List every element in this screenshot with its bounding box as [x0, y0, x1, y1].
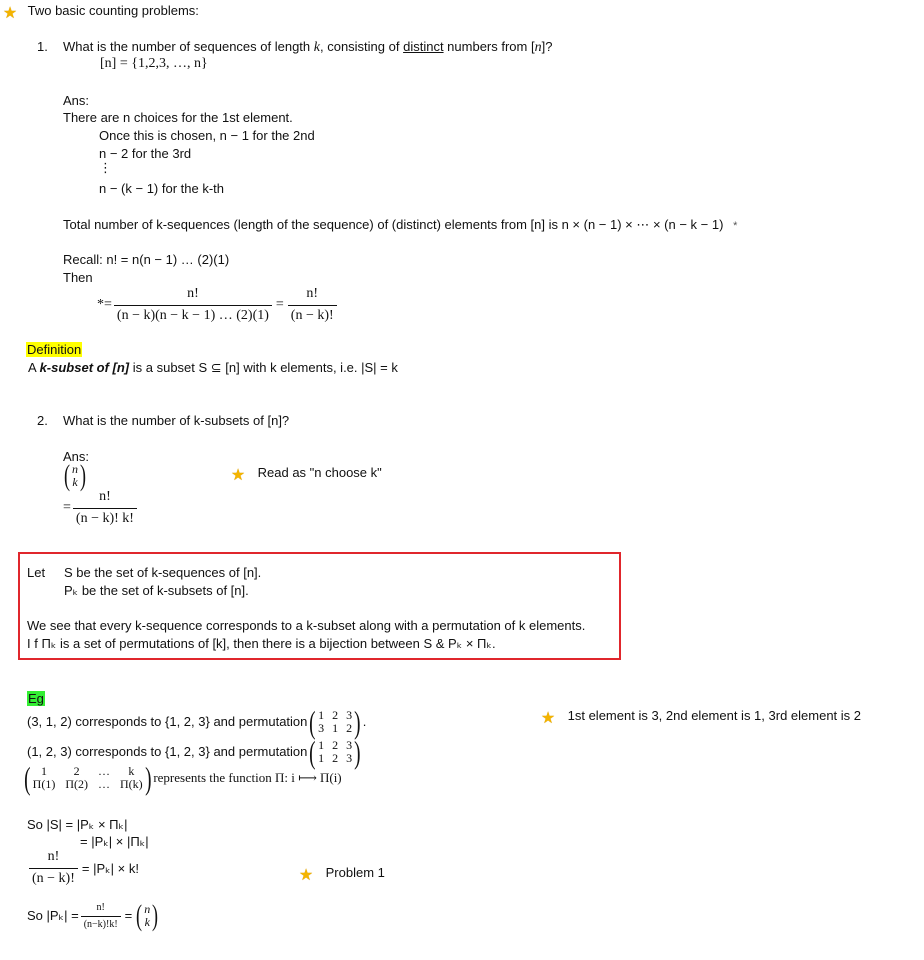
- conclusion-fraction: [29, 848, 78, 889]
- question-distinct-underlined: distinct: [403, 39, 444, 54]
- total-count-line: [63, 216, 737, 234]
- matrix-cell: k: [128, 764, 135, 778]
- question-text: What is the number of sequences of length: [63, 39, 314, 54]
- definition-text-a: A: [28, 360, 40, 375]
- box-line-2: Pₖ be the set of k-subsets of [n].: [64, 583, 249, 598]
- period: .: [362, 714, 367, 730]
- final-prefix: So |Pₖ| =: [27, 908, 79, 924]
- eg-row-2-text: (1, 2, 3) corresponds to {1, 2, 3} and permutation: [27, 744, 308, 760]
- question-text: , consisting of: [319, 39, 404, 54]
- star-icon: ★: [298, 867, 314, 884]
- read-as-text: Read as "n choose k": [257, 465, 382, 480]
- matrix-cell: 1: [332, 721, 339, 735]
- matrix-cell: 3: [346, 708, 353, 722]
- problem-2-answer-label: Ans:: [63, 449, 90, 464]
- box-line-1: S be the set of k-sequences of [n].: [64, 565, 262, 580]
- matrix-cell: 2: [332, 708, 339, 722]
- matrix-cell: 3: [346, 751, 353, 765]
- final-result: [27, 901, 160, 931]
- matrix-cell: 1: [318, 708, 325, 722]
- eg-row-1-text: (3, 1, 2) corresponds to {1, 2, 3} and permutation: [27, 714, 308, 730]
- left-paren: (: [309, 704, 316, 740]
- fraction-1-numerator: n!: [187, 286, 199, 301]
- problem-1-number: 1.: [37, 39, 48, 54]
- choose-fraction: [73, 488, 137, 529]
- factorial-equation: [97, 285, 339, 326]
- matrix-cell: 2: [332, 738, 339, 752]
- final-binomial: [134, 901, 160, 931]
- matrix-cell: Π(1): [32, 777, 56, 791]
- fraction-1-denominator: (n − k)(n − k − 1) … (2)(1): [114, 305, 272, 326]
- right-paren: ): [152, 899, 159, 932]
- matrix-cell: 2: [73, 764, 80, 778]
- conclusion-rhs: = |Pₖ| × k!: [81, 860, 139, 876]
- answer-line-2: Once this is chosen, n − 1 for the 2nd: [99, 128, 315, 143]
- matrix-cell: 2: [332, 751, 339, 765]
- matrix-cell: 3: [346, 738, 353, 752]
- asterisk-marker: *: [733, 220, 738, 232]
- recall-line: Recall: n! = n(n − 1) … (2)(1): [63, 252, 230, 267]
- fraction-2: [288, 285, 337, 326]
- heading-row: [2, 2, 199, 22]
- matrix-cell: 2: [346, 721, 353, 735]
- matrix-cell: Π(k): [120, 777, 143, 791]
- matrix-cell: Π(2): [65, 777, 88, 791]
- right-paren: ): [354, 704, 361, 740]
- choose-numerator: n!: [99, 489, 111, 504]
- eg-row-3: [22, 760, 342, 796]
- vertical-ellipsis: ⋮: [99, 160, 112, 175]
- final-binom-bottom: k: [144, 915, 150, 929]
- total-count-text: Total number of k-sequences (length of the sequence) of (distinct) elements from [n] is n × (n − 1) × ⋯ × (n − k − 1): [63, 217, 724, 232]
- permutation-general-matrix: [22, 760, 153, 796]
- final-equals: =: [124, 908, 133, 924]
- answer-line-4: n − (k − 1) for the k-th: [99, 181, 224, 196]
- eg-row-3-text: represents the function Π: i ⟼ Π(i): [153, 770, 342, 786]
- binom-bottom: k: [72, 475, 78, 489]
- answer-line-3: n − 2 for the 3rd: [99, 146, 192, 161]
- binom-top: n: [72, 462, 78, 476]
- choose-denominator: (n − k)! k!: [73, 508, 137, 529]
- equals-sign: =: [275, 296, 284, 312]
- eg-label: [27, 690, 45, 708]
- then-label: Then: [63, 270, 93, 285]
- conclusion-denominator: (n − k)!: [29, 868, 78, 889]
- right-paren: ): [80, 459, 86, 492]
- left-paren: (: [136, 899, 143, 932]
- definition-text-b: is a subset S ⊆ [n] with k elements, i.e. |S| = k: [129, 360, 398, 375]
- box-line-4: I f Πₖ is a set of permutations of [k], then there is a bijection between S & Pₖ × Πₖ.: [27, 636, 496, 651]
- eg-side-note-text: 1st element is 3, 2nd element is 1, 3rd element is 2: [567, 708, 862, 723]
- eq-prefix: =: [63, 499, 71, 515]
- problem-1-note-text: Problem 1: [325, 865, 385, 880]
- fraction-1: [114, 285, 272, 326]
- eg-highlight: Eg: [28, 691, 44, 706]
- definition-highlight: Definition: [27, 342, 82, 357]
- conclusion-line-2: = |Pₖ| × |Πₖ|: [80, 834, 149, 849]
- final-fraction: [81, 901, 121, 931]
- question-var-n: n: [534, 40, 542, 55]
- fraction-2-denominator: (n − k)!: [288, 305, 337, 326]
- conclusion-line-1: So |S| = |Pₖ × Πₖ|: [27, 817, 128, 832]
- matrix-cell: 3: [318, 721, 325, 735]
- matrix-cell: …: [98, 777, 110, 791]
- read-as-note: [230, 464, 382, 484]
- definition-text: [28, 359, 398, 377]
- box-line-3: We see that every k-sequence corresponds to a k-subset along with a permutation of k elements.: [27, 618, 586, 633]
- star-icon: ★: [230, 467, 246, 484]
- final-numerator: n!: [96, 902, 105, 913]
- permutation-matrix-1: [307, 704, 362, 740]
- binomial-n-choose-k: [62, 461, 88, 491]
- heading-text: Two basic counting problems:: [27, 3, 199, 18]
- right-paren: ): [144, 760, 152, 796]
- problem-2-number: 2.: [37, 413, 48, 428]
- star-icon: ★: [2, 5, 18, 22]
- fraction-2-numerator: n!: [306, 286, 319, 301]
- conclusion-numerator: n!: [47, 849, 60, 864]
- answer-label: Ans:: [63, 93, 90, 108]
- eg-row-1: [27, 704, 367, 740]
- question-var-k: k: [313, 40, 320, 55]
- question-text: ]?: [541, 39, 553, 54]
- eq-prefix: *=: [97, 296, 112, 312]
- final-denominator: (n−k)!k!: [81, 916, 121, 932]
- answer-line-1: There are n choices for the 1st element.: [63, 110, 293, 125]
- eg-side-note: [540, 707, 861, 727]
- question-text: numbers from [: [443, 39, 535, 54]
- star-icon: ★: [540, 710, 556, 727]
- matrix-cell: 1: [318, 751, 325, 765]
- problem-1-note: [298, 864, 385, 884]
- conclusion-line-3: [27, 848, 139, 889]
- matrix-cell: …: [98, 764, 110, 778]
- left-paren: (: [24, 760, 31, 796]
- choose-formula: [63, 488, 139, 529]
- matrix-cell: 1: [40, 764, 47, 778]
- final-binom-top: n: [144, 902, 151, 916]
- right-paren: ): [354, 734, 361, 770]
- definition-term: k-subset of [n]: [39, 360, 130, 375]
- problem-2-question: What is the number of k-subsets of [n]?: [63, 413, 290, 428]
- definition-label: [26, 341, 82, 359]
- left-paren: (: [309, 734, 316, 770]
- left-paren: (: [64, 459, 70, 492]
- box-let: Let: [27, 565, 46, 580]
- matrix-cell: 1: [318, 738, 325, 752]
- set-definition: [n] = {1,2,3, …, n}: [100, 56, 208, 71]
